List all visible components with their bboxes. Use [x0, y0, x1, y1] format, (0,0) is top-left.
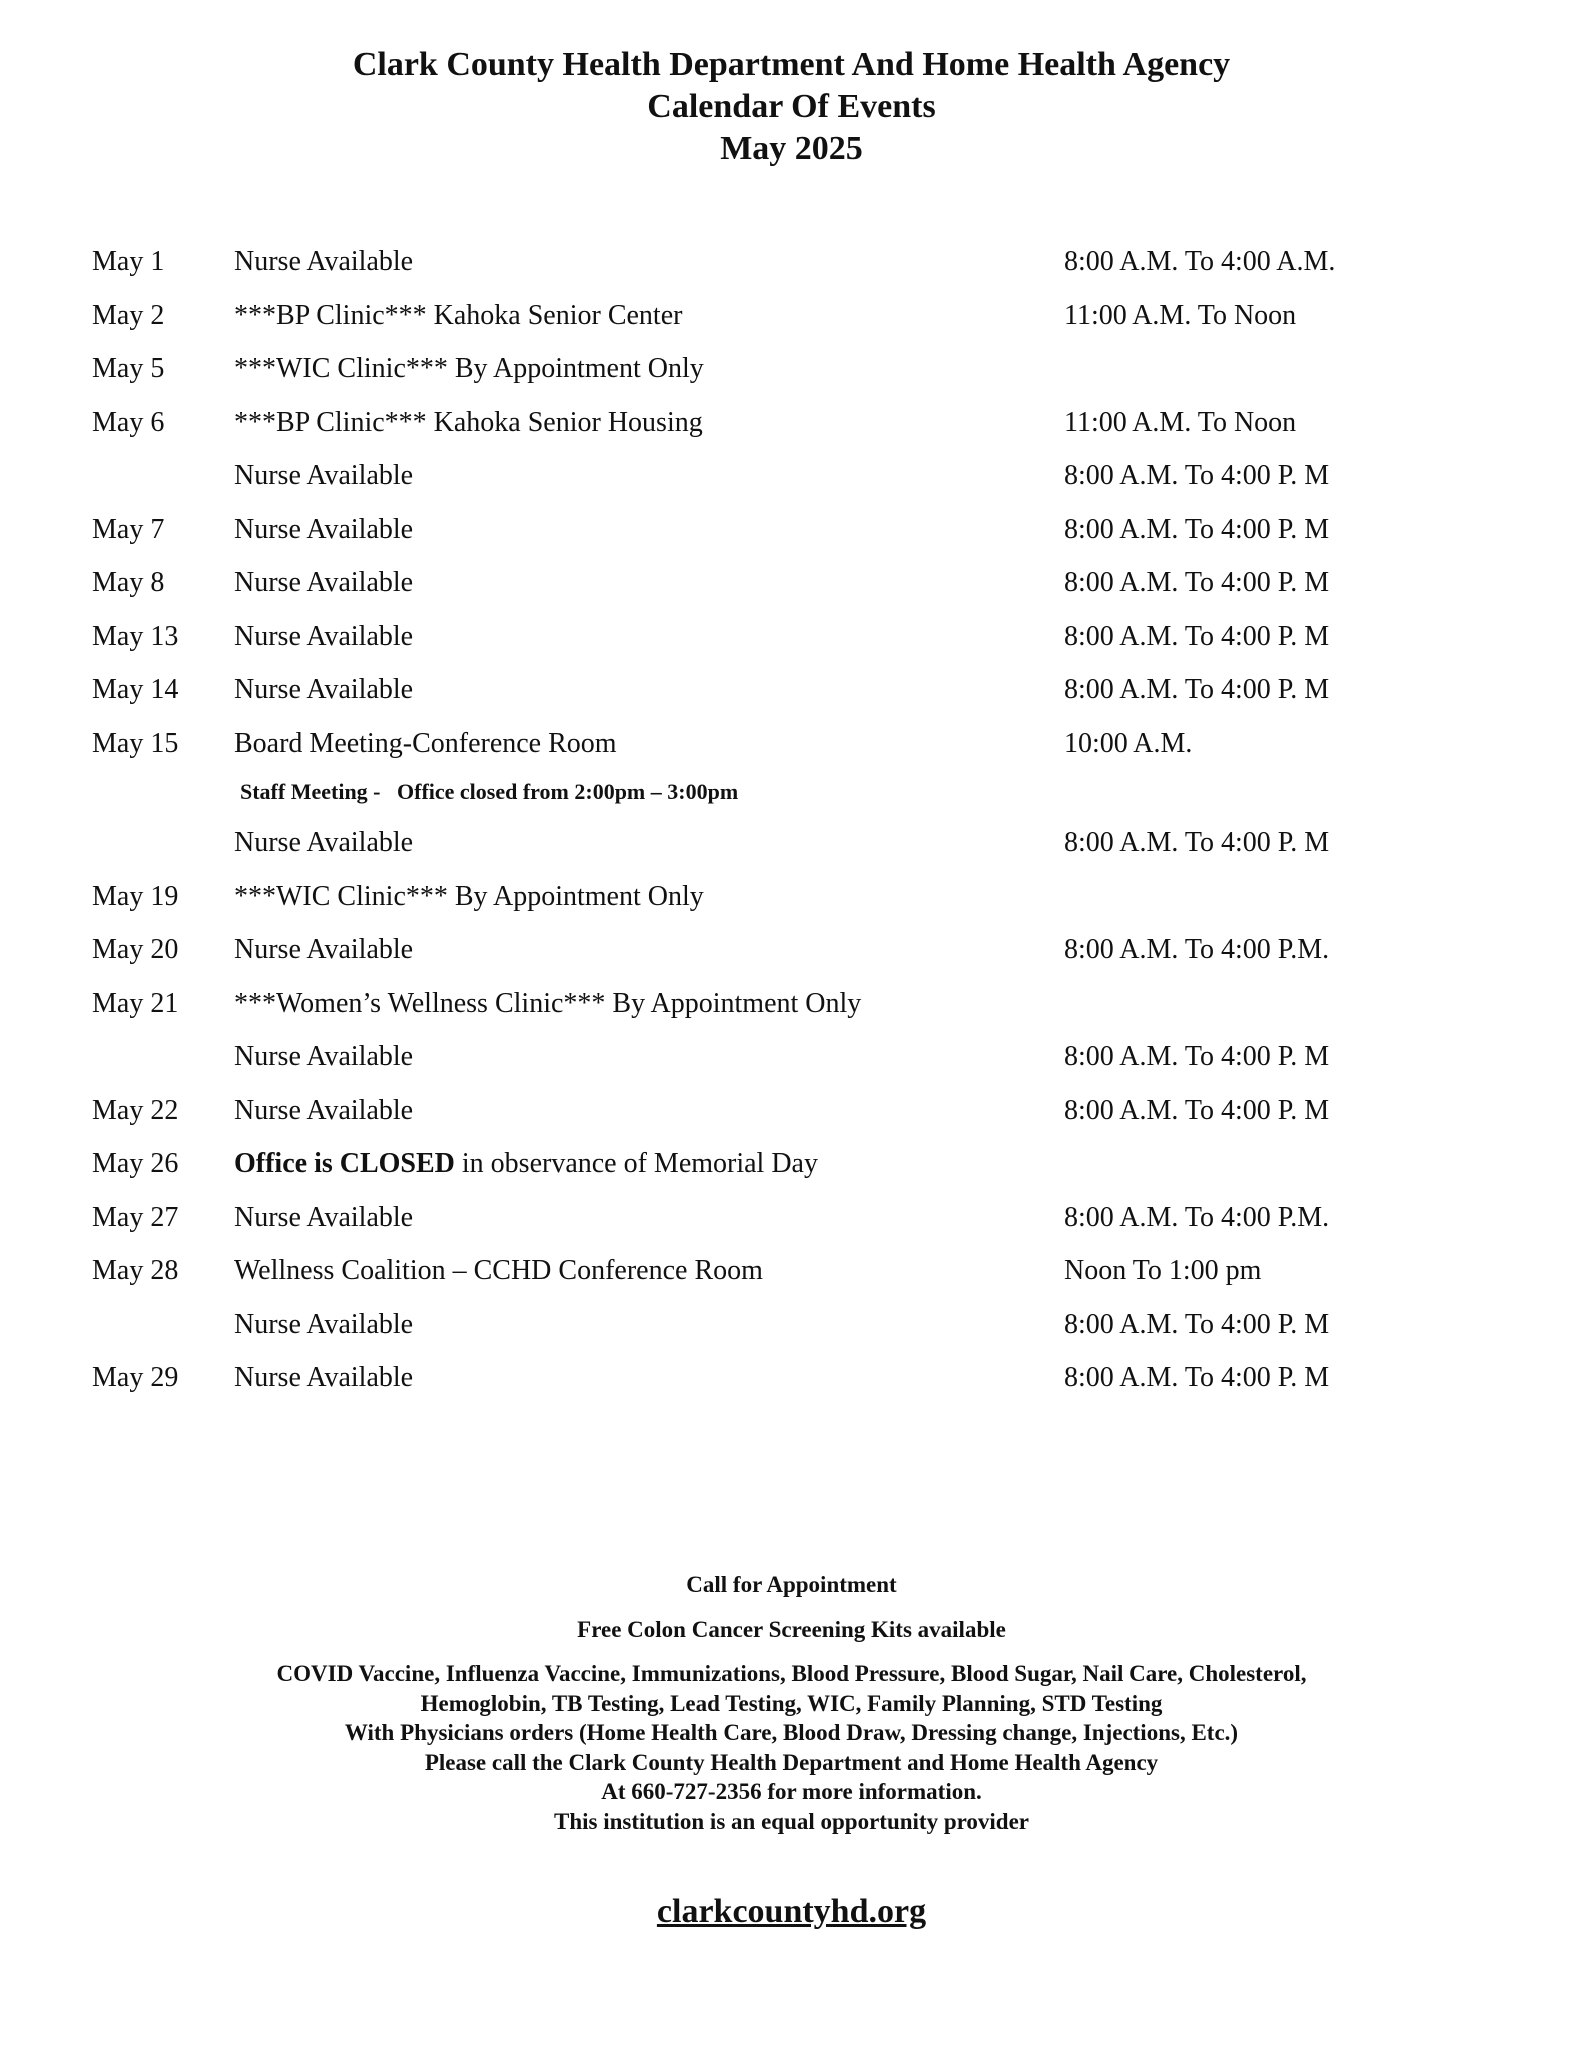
event-description: Nurse Available — [234, 1308, 414, 1340]
contact-line: Please call the Clark County Health Department and Home Health Agency — [424, 1749, 1159, 1775]
event-description: Nurse Available — [234, 1201, 414, 1233]
services-line: COVID Vaccine, Influenza Vaccine, Immunizations, Blood Pressure, Blood Sugar, Nail Care, Cholesterol, — [276, 1661, 1307, 1686]
event-date: May 2 — [92, 299, 165, 331]
event-row — [0, 1356, 1583, 1410]
event-date: May 13 — [92, 620, 179, 652]
event-row — [0, 294, 1583, 348]
event-row — [0, 1196, 1583, 1250]
event-description-text: in observance of Memorial Day — [454, 1148, 818, 1179]
screening-kits-note: Free Colon Cancer Screening Kits available — [577, 1616, 1006, 1642]
event-date: May 6 — [92, 406, 165, 438]
event-date: May 27 — [92, 1201, 179, 1233]
event-time: 8:00 A.M. To 4:00 P. M — [1064, 1094, 1330, 1126]
event-description: ***BP Clinic*** Kahoka Senior Housing — [234, 406, 703, 438]
event-time: Noon To 1:00 pm — [1064, 1255, 1262, 1286]
footer-info — [0, 1570, 1583, 1836]
event-description: Staff Meeting - Office closed from 2:00pm – 3:00pm — [240, 779, 739, 804]
event-row — [0, 775, 1583, 821]
event-description: Nurse Available — [234, 460, 414, 491]
event-description: Board Meeting-Conference Room — [234, 727, 617, 759]
event-description-emphasis: Office is CLOSED — [234, 1148, 455, 1179]
event-row — [0, 668, 1583, 722]
event-time: 8:00 A.M. To 4:00 P. M — [1064, 1308, 1330, 1340]
event-description: Nurse Available — [234, 934, 414, 965]
event-description: Nurse Available — [234, 513, 414, 545]
event-description: Nurse Available — [234, 567, 414, 598]
event-description: Nurse Available — [234, 1362, 414, 1393]
month-title: May 2025 — [720, 130, 863, 167]
event-time: 8:00 A.M. To 4:00 P.M. — [1064, 1201, 1330, 1233]
event-row — [0, 982, 1583, 1036]
event-date: May 8 — [92, 567, 165, 598]
agency-title: Clark County Health Department And Home Health Agency — [352, 46, 1231, 83]
call-for-appointment: Call for Appointment — [686, 1572, 897, 1597]
event-time: 11:00 A.M. To Noon — [1064, 299, 1297, 331]
event-row — [0, 875, 1583, 929]
event-time: 8:00 A.M. To 4:00 P.M. — [1064, 934, 1330, 965]
event-description: Nurse Available — [234, 827, 414, 858]
event-row — [0, 722, 1583, 776]
event-date: May 15 — [92, 727, 179, 759]
event-row — [0, 454, 1583, 508]
services-line: With Physicians orders (Home Health Care, Blood Draw, Dressing change, Injections, Etc.) — [344, 1720, 1239, 1745]
events-list — [0, 240, 1583, 1410]
event-time: 8:00 A.M. To 4:00 P. M — [1064, 827, 1330, 858]
phone-line: At 660-727-2356 for more information. — [601, 1779, 982, 1804]
event-row — [0, 1142, 1583, 1196]
event-date: May 29 — [92, 1362, 179, 1393]
event-row — [0, 1035, 1583, 1089]
event-description: Nurse Available — [234, 1094, 414, 1126]
event-row — [0, 561, 1583, 615]
services-line: Hemoglobin, TB Testing, Lead Testing, WIC, Family Planning, STD Testing — [420, 1690, 1163, 1716]
event-description — [234, 1148, 818, 1180]
event-date: May 26 — [92, 1148, 179, 1179]
event-time: 8:00 A.M. To 4:00 P. M — [1064, 1041, 1330, 1072]
event-row — [0, 347, 1583, 401]
event-description: Wellness Coalition – CCHD Conference Room — [234, 1255, 763, 1286]
event-date: May 21 — [92, 987, 179, 1019]
event-description: ***BP Clinic*** Kahoka Senior Center — [234, 299, 683, 331]
event-time: 8:00 A.M. To 4:00 P. M — [1064, 460, 1330, 491]
event-time: 8:00 A.M. To 4:00 A.M. — [1064, 246, 1336, 277]
event-time: 11:00 A.M. To Noon — [1064, 406, 1297, 438]
event-row — [0, 1089, 1583, 1143]
event-time: 8:00 A.M. To 4:00 P. M — [1064, 513, 1330, 545]
event-description: Nurse Available — [234, 1041, 414, 1072]
event-date: May 1 — [92, 246, 165, 277]
event-description: ***WIC Clinic*** By Appointment Only — [234, 880, 704, 912]
event-row — [0, 615, 1583, 669]
event-date: May 5 — [92, 353, 165, 384]
event-description: ***Women’s Wellness Clinic*** By Appointment Only — [234, 987, 862, 1019]
event-time: 10:00 A.M. — [1064, 727, 1193, 759]
event-date: May 20 — [92, 934, 179, 965]
event-time: 8:00 A.M. To 4:00 P. M — [1064, 567, 1330, 598]
document-header — [0, 44, 1583, 170]
event-row — [0, 821, 1583, 875]
event-date: May 19 — [92, 880, 179, 912]
event-description: Nurse Available — [234, 674, 414, 705]
event-row — [0, 240, 1583, 294]
event-description: ***WIC Clinic*** By Appointment Only — [234, 353, 704, 384]
equal-opportunity-note: This institution is an equal opportunity provider — [553, 1808, 1030, 1834]
website-link[interactable]: clarkcountyhd.org — [656, 1893, 927, 1930]
event-row — [0, 1249, 1583, 1303]
calendar-title: Calendar Of Events — [647, 88, 936, 125]
event-time: 8:00 A.M. To 4:00 P. M — [1064, 1362, 1330, 1393]
event-row — [0, 508, 1583, 562]
event-description: Nurse Available — [234, 620, 414, 652]
event-description: Nurse Available — [234, 246, 414, 277]
event-date: May 7 — [92, 513, 165, 545]
event-row — [0, 928, 1583, 982]
event-time: 8:00 A.M. To 4:00 P. M — [1064, 674, 1330, 705]
event-date: May 22 — [92, 1094, 179, 1126]
event-date: May 28 — [92, 1255, 179, 1286]
event-date: May 14 — [92, 674, 179, 705]
event-row — [0, 1303, 1583, 1357]
event-row — [0, 401, 1583, 455]
event-time: 8:00 A.M. To 4:00 P. M — [1064, 620, 1330, 652]
